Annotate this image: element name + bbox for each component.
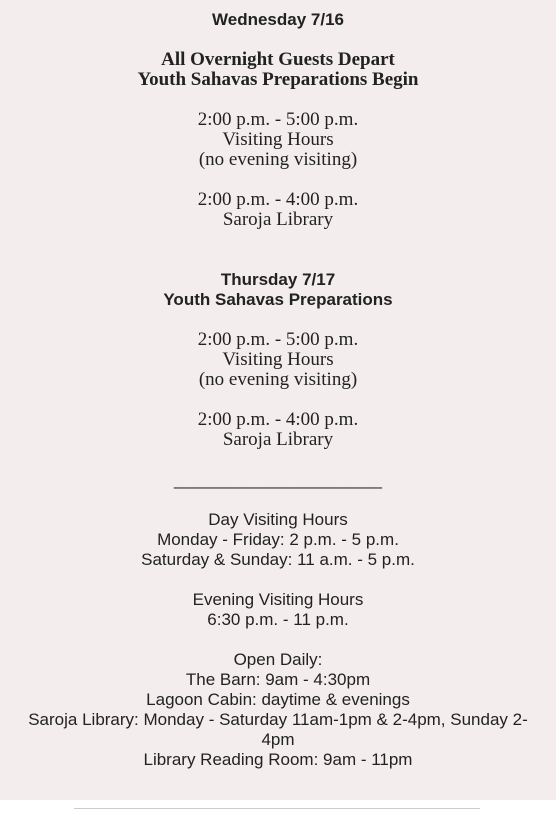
thursday-visiting-time: 2:00 p.m. - 5:00 p.m. — [197, 329, 359, 350]
wednesday-notice-depart: All Overnight Guests Depart — [161, 49, 395, 70]
thursday-visiting-label: Visiting Hours — [222, 349, 334, 370]
wednesday-visiting-time: 2:00 p.m. - 5:00 p.m. — [197, 109, 359, 130]
open-daily-barn: The Barn: 9am - 4:30pm — [185, 670, 371, 689]
thursday-visiting-note: (no evening visiting) — [198, 369, 358, 390]
open-daily-title: Open Daily: — [233, 650, 323, 669]
evening-visiting-hours: 6:30 p.m. - 11 p.m. — [207, 610, 349, 629]
wednesday-visiting-label: Visiting Hours — [222, 129, 334, 150]
thursday-section — [0, 270, 556, 450]
thursday-library-time: 2:00 p.m. - 4:00 p.m. — [197, 409, 359, 430]
evening-visiting-section — [0, 590, 556, 630]
day-visiting-title: Day Visiting Hours — [208, 510, 348, 529]
section-divider: ______________________ — [173, 470, 382, 489]
wednesday-section — [0, 10, 556, 230]
evening-visiting-title: Evening Visiting Hours — [192, 590, 364, 609]
day-visiting-section — [0, 510, 556, 570]
wednesday-notice-preparations: Youth Sahavas Preparations Begin — [137, 69, 419, 90]
day-visiting-weekday: Monday - Friday: 2 p.m. - 5 p.m. — [157, 530, 399, 549]
thursday-library-label: Saroja Library — [222, 429, 334, 450]
open-daily-section — [0, 650, 556, 770]
open-daily-lagoon: Lagoon Cabin: daytime & evenings — [146, 690, 410, 709]
wednesday-visiting-note: (no evening visiting) — [198, 149, 358, 170]
open-daily-reading-room: Library Reading Room: 9am - 11pm — [143, 750, 413, 769]
thursday-heading: Thursday 7/17 — [220, 270, 336, 289]
thursday-subheading: Youth Sahavas Preparations — [163, 290, 393, 309]
bottom-rule — [74, 808, 480, 809]
wednesday-heading: Wednesday 7/16 — [212, 10, 344, 29]
open-daily-library: Saroja Library: Monday - Saturday 11am-1pm & 2-4pm, Sunday 2-4pm — [28, 710, 528, 749]
wednesday-library-label: Saroja Library — [222, 209, 334, 230]
wednesday-library-time: 2:00 p.m. - 4:00 p.m. — [197, 189, 359, 210]
day-visiting-weekend: Saturday & Sunday: 11 a.m. - 5 p.m. — [141, 550, 415, 569]
